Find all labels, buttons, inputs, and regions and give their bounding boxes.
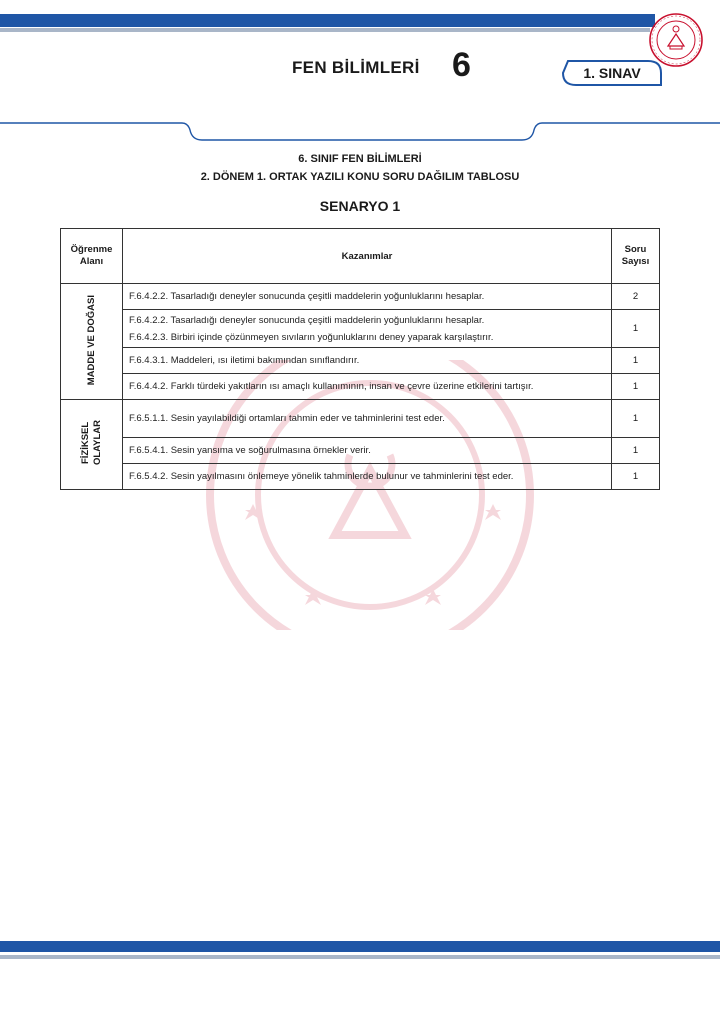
- exam-tab: [562, 60, 662, 86]
- outcome-text: F.6.4.2.2. Tasarladığı deneyler sonucunda çeşitli maddelerin yoğunluklarını hesaplar.: [129, 291, 485, 302]
- outcome-cell: [123, 464, 612, 490]
- outcome-text: F.6.5.4.1. Sesin yansıma ve soğurulmasına örnekler verir.: [129, 445, 371, 456]
- area-cell-physical: [61, 400, 123, 490]
- outcome-cell: [123, 310, 612, 348]
- count-cell: 1: [612, 400, 660, 438]
- outcome-text: F.6.5.4.2. Sesin yayılmasını önlemeye yönelik tahminlerde bulunur ve tahminlerini test eder.: [129, 471, 514, 482]
- table-header-row: [61, 229, 660, 284]
- table-row: [61, 374, 660, 400]
- count-cell: 1: [612, 464, 660, 490]
- outcome-text: F.6.4.4.2. Farklı türdeki yakıtların ısı amaçlı kullanımının, insan ve çevre üzerine etkilerini tartışır.: [129, 381, 534, 392]
- distribution-table: [60, 228, 660, 490]
- scenario-title: SENARYO 1: [319, 198, 401, 214]
- table-row: [61, 400, 660, 438]
- header-area-label: Öğrenme Alanı: [70, 244, 113, 267]
- outcome-text: F.6.4.2.3. Birbiri içinde çözünmeyen sıvıların yoğunluklarını deney yaparak karşılaştırır.: [129, 331, 494, 343]
- area-cell-matter: [61, 284, 123, 400]
- header-grade: 6: [452, 46, 471, 84]
- outcome-text: F.6.4.3.1. Maddeleri, ısı iletimi bakımından sınıflandırır.: [129, 355, 360, 366]
- table-row: [61, 464, 660, 490]
- document-subtitle: 2. DÖNEM 1. ORTAK YAZILI KONU SORU DAĞILIM TABLOSU: [200, 171, 520, 183]
- header-area: [61, 229, 123, 284]
- header-divider: [0, 118, 720, 148]
- footer-blue-bar: [0, 941, 720, 952]
- count-cell: 1: [612, 348, 660, 374]
- outcome-text: F.6.4.2.2. Tasarladığı deneyler sonucunda çeşitli maddelerin yoğunluklarını hesaplar.: [129, 314, 485, 326]
- header-count: [612, 229, 660, 284]
- header-count-label: Soru Sayısı: [621, 244, 650, 267]
- header-subject: FEN BİLİMLERİ: [292, 58, 420, 77]
- count-cell: 1: [612, 310, 660, 348]
- document-title: 6. SINIF FEN BİLİMLERİ: [298, 153, 422, 165]
- header-outcomes: [123, 229, 612, 284]
- count-cell: 1: [612, 438, 660, 464]
- table-row: [61, 284, 660, 310]
- table-row: [61, 348, 660, 374]
- outcome-cell: [123, 348, 612, 374]
- area-label: MADDE VE DOĞASI: [85, 294, 97, 386]
- header-blue-bar: [0, 14, 655, 27]
- exam-tab-label: 1. SINAV: [583, 65, 641, 81]
- footer-gray-stripe: [0, 955, 720, 959]
- outcome-text: F.6.5.1.1. Sesin yayılabildiği ortamları tahmin eder ve tahminlerini test eder.: [129, 413, 445, 424]
- header-outcomes-label: Kazanımlar: [341, 250, 393, 262]
- table-row: [61, 438, 660, 464]
- outcome-cell: [123, 400, 612, 438]
- outcome-cell: [123, 374, 612, 400]
- area-label: FİZİKSEL OLAYLAR: [79, 420, 103, 466]
- title-block: [0, 151, 720, 215]
- outcome-cell: [123, 438, 612, 464]
- count-cell: 1: [612, 374, 660, 400]
- table-row: [61, 310, 660, 348]
- count-cell: 2: [612, 284, 660, 310]
- header-gray-stripe: [0, 28, 650, 32]
- outcome-cell: [123, 284, 612, 310]
